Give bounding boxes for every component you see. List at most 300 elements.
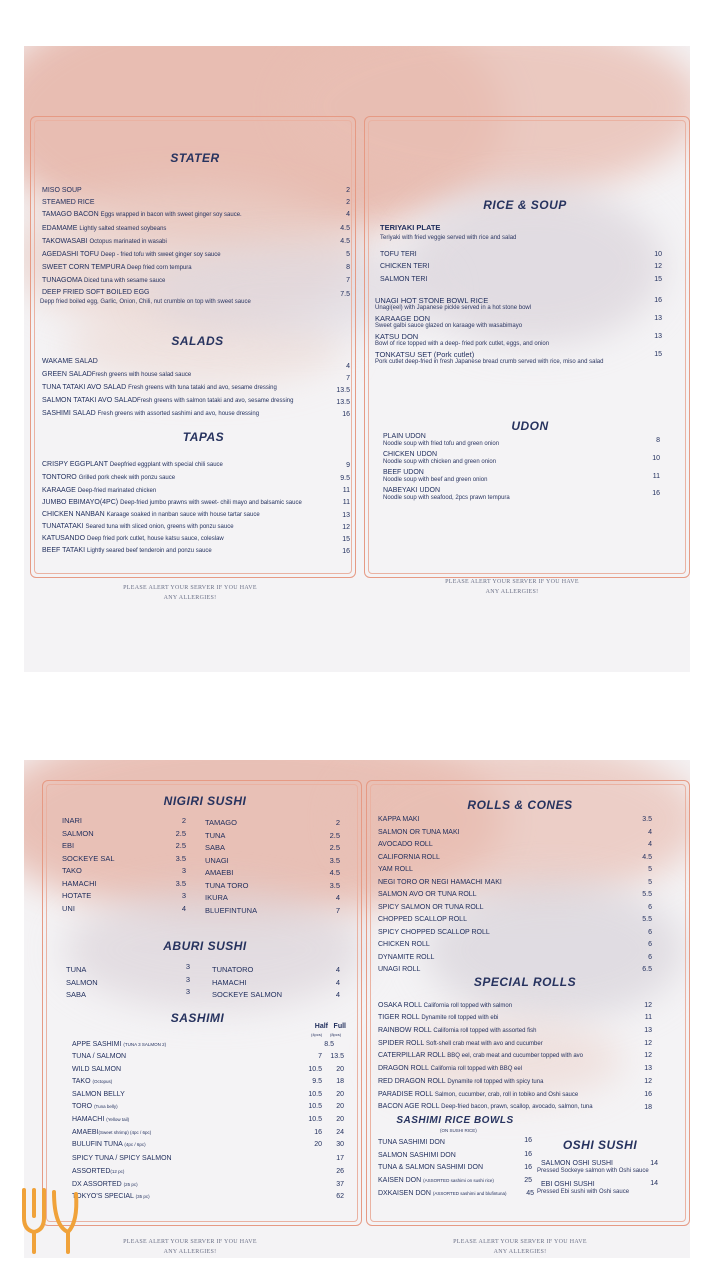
item-half-price: 16 xyxy=(314,1129,322,1136)
list-item xyxy=(42,237,167,247)
stater-title: STATER xyxy=(170,151,220,165)
item-desc: Diced tuna with sesame sauce xyxy=(84,278,166,284)
list-item xyxy=(42,198,95,207)
item-note: (12 pc) xyxy=(110,1169,125,1174)
allergy-notice: PLEASE ALERT YOUR SERVER IF YOU HAVE ANY ALLERGIES! xyxy=(123,1239,257,1255)
item-price: 12 xyxy=(644,1040,652,1047)
item-note: (TUNA 3 SALMON 2) xyxy=(123,1042,167,1047)
list-item xyxy=(42,250,221,260)
item-name: TUNATATAKI xyxy=(42,523,84,530)
item-name: KARAAGE xyxy=(42,487,76,494)
item-price: 8 xyxy=(346,264,350,271)
item-desc: Unagi(eel) with Japanese pickle served in a hot stone bowl xyxy=(375,305,532,311)
item-note: (25 pc) xyxy=(123,1182,138,1187)
list-item: HAMACHI xyxy=(212,977,247,987)
nigiri-col1-names xyxy=(62,815,162,915)
item-full-price: 20 xyxy=(336,1116,344,1123)
list-item xyxy=(378,1090,578,1100)
item-price: 16 xyxy=(342,411,350,418)
item-desc: Fresh greens with salmon tataki and avo, sesame dressing xyxy=(137,398,294,404)
list-item xyxy=(541,1159,613,1168)
item-name: BEEF TATAKI xyxy=(42,547,86,554)
item-name: TOKYO'S SPECIAL xyxy=(72,1193,134,1200)
rice-bowls-title: SASHIMI RICE BOWLS xyxy=(396,1115,514,1126)
item-price: 12 xyxy=(644,1002,652,1009)
item-price: 13 xyxy=(644,1065,652,1072)
list-item xyxy=(378,1163,483,1172)
item-price: 12 xyxy=(644,1052,652,1059)
item-half-price: 10.5 xyxy=(308,1091,322,1098)
item-name: CHICKEN NANBAN xyxy=(42,511,105,518)
item-name: CATERPILLAR ROLL xyxy=(378,1052,446,1059)
list-item xyxy=(42,460,223,470)
list-item: SPICY SALMON OR TUNA ROLL xyxy=(378,903,484,911)
list-item xyxy=(42,486,156,496)
list-item xyxy=(42,263,192,273)
item-price: 2 xyxy=(181,816,186,825)
item-price: 7 xyxy=(346,375,350,382)
item-name: EBI OSHI SUSHI xyxy=(541,1181,595,1188)
list-item: UNAGI HOT STONE BOWL RICE xyxy=(375,296,489,305)
item-desc: Sweet galbi sauce glazed on karaage with wasabimayo xyxy=(375,323,523,329)
item-name: STEAMED RICE xyxy=(42,199,95,206)
item-name: JUMBO EBIMAYO(4PC) xyxy=(42,499,119,506)
nigiri-title: NIGIRI SUSHI xyxy=(163,794,247,808)
item-name: DEEP FRIED SOFT BOILED EGG xyxy=(42,289,150,296)
item-price: 4.5 xyxy=(340,238,350,245)
list-item xyxy=(42,186,82,195)
list-item: BEEF UDON xyxy=(383,469,424,476)
item-half-price: 7 xyxy=(318,1053,322,1060)
item-price: 3.5 xyxy=(329,880,340,890)
item-name: MISO SOUP xyxy=(42,187,82,194)
item-full-price: 20 xyxy=(336,1103,344,1110)
item-desc: Fresh greens with tuna tataki and avo, sesame dressing xyxy=(128,385,277,391)
item-price: 13 xyxy=(654,333,662,340)
item-note: (Octopus) xyxy=(92,1079,113,1084)
item-price: 5.5 xyxy=(642,916,652,923)
item-name: KAISEN DON xyxy=(378,1177,422,1184)
list-item xyxy=(72,1140,146,1149)
item-name: RED DRAGON ROLL xyxy=(378,1078,446,1085)
item-full-price: 13.5 xyxy=(330,1053,344,1060)
item-price: 6 xyxy=(648,953,652,961)
item-name: DX ASSORTED xyxy=(72,1181,122,1188)
item-name: AMAEBI xyxy=(72,1129,99,1136)
item-price: 14 xyxy=(650,1160,658,1167)
half-label: Half xyxy=(314,1023,328,1030)
item-name: TAKO xyxy=(72,1078,91,1085)
list-item: SALMON TERI xyxy=(380,276,428,283)
item-name: BULUFIN TUNA xyxy=(72,1141,123,1148)
item-name: TUNAGOMA xyxy=(42,277,83,284)
teriyaki-desc: Teriyaki with fried veggie served with rice and salad xyxy=(380,235,517,241)
list-item xyxy=(42,510,260,520)
item-desc: Noodle soup with beef and green onion xyxy=(383,477,488,483)
item-note: (Tuna belly) xyxy=(94,1104,118,1109)
list-item xyxy=(72,1128,151,1137)
list-item: SALMON OR TUNA MAKI xyxy=(378,828,460,836)
item-desc: Noodle soup with chicken and green onion xyxy=(383,459,497,465)
list-item xyxy=(378,1189,507,1198)
item-name: GREEN SALAD xyxy=(42,371,92,378)
item-name: KATUSANDO xyxy=(42,535,86,542)
item-desc: Karaage soaked in nanban sauce with house tartar sauce xyxy=(106,512,260,518)
list-item: AVOCADO ROLL xyxy=(378,841,433,848)
list-item: NEGI TORO OR NEGI HAMACHI MAKI xyxy=(378,878,502,886)
item-name: SWEET CORN TEMPURA xyxy=(42,264,125,271)
list-item: CHICKEN TERI xyxy=(380,263,430,270)
item-note: (35 pc) xyxy=(135,1194,150,1199)
item-price: 2 xyxy=(346,199,350,206)
rice-bowls-subtitle: (ON SUSHI RICE) xyxy=(440,1128,477,1133)
item-price: 13 xyxy=(654,315,662,322)
item-full-price: 20 xyxy=(336,1066,344,1073)
list-item xyxy=(42,383,277,393)
item-price: 4 xyxy=(346,211,350,218)
item-price: 3 xyxy=(185,962,190,971)
item-price: 13.5 xyxy=(336,399,350,406)
item-half-price: 10.5 xyxy=(308,1116,322,1123)
half-sub: (4pcs) xyxy=(311,1032,323,1037)
item-price: 4.5 xyxy=(340,225,350,232)
list-item xyxy=(42,546,212,556)
tapas-title: TAPAS xyxy=(182,430,225,444)
list-item xyxy=(42,396,293,406)
item-name: SPIDER ROLL xyxy=(378,1040,425,1047)
item-price: 3.5 xyxy=(175,878,186,888)
item-desc: California roll topped with salmon xyxy=(423,1003,513,1009)
item-desc: California roll topped with assorted fish xyxy=(433,1028,537,1034)
list-item xyxy=(42,473,175,483)
item-price: 11 xyxy=(342,487,350,494)
item-price: 7 xyxy=(335,905,340,915)
full-sub: (8pcs) xyxy=(330,1032,342,1037)
item-price: 18 xyxy=(644,1104,652,1111)
item-name: RAINBOW ROLL xyxy=(378,1027,432,1034)
list-item: YAM ROLL xyxy=(378,866,413,873)
list-item: IKURA xyxy=(205,893,228,902)
item-desc: Fresh greens with house salad sauce xyxy=(91,372,192,378)
item-desc: Salmon, cucumber, crab, roll in tobiko and Oshi sauce xyxy=(434,1092,579,1098)
list-item: TUNA TORO xyxy=(205,880,249,890)
item-price: 15 xyxy=(654,276,662,283)
list-item: SPICY CHOPPED SCALLOP ROLL xyxy=(378,928,490,936)
item-name: SASHIMI SALAD xyxy=(42,410,96,417)
item-price: 16 xyxy=(342,548,350,555)
item-name: TUNA SASHIMI DON xyxy=(378,1139,445,1146)
list-item xyxy=(72,1065,121,1074)
list-item: TUNA xyxy=(66,965,87,974)
item-price: 12 xyxy=(342,524,350,531)
list-item xyxy=(72,1167,124,1176)
item-name: BACON AGE ROLL xyxy=(378,1103,440,1110)
item-price: 13 xyxy=(644,1027,652,1034)
list-item xyxy=(42,276,165,286)
item-desc: Eggs wrapped in bacon with sweet ginger soy sauce. xyxy=(100,212,242,218)
item-note: (ASSORTED sashimi on sushi rice) xyxy=(423,1178,494,1183)
aburi-col2-prices xyxy=(320,964,340,1002)
item-desc: Pork cutlet deep-fried in fresh Japanese bread crumb served with rice, miso and salad xyxy=(375,359,604,365)
fork-logo-icon xyxy=(18,1186,82,1256)
item-price: 3.5 xyxy=(175,853,186,863)
item-name: DXKAISEN DON xyxy=(378,1190,431,1197)
item-price: 2.5 xyxy=(329,830,340,840)
list-item xyxy=(42,210,242,220)
item-desc: Depp fried boiled egg, Garlic, Onion, Chili, nut crumble on top with sweet sauce xyxy=(40,299,251,305)
list-item xyxy=(378,1102,593,1112)
item-price: 11 xyxy=(652,473,660,480)
item-desc: Lightly salted steamed soybeans xyxy=(79,226,167,232)
item-desc: Grilled pork cheek with ponzu sauce xyxy=(78,475,176,481)
list-item: SALMON xyxy=(66,977,98,987)
item-half-price: 9.5 xyxy=(312,1078,322,1085)
list-item: CHICKEN UDON xyxy=(383,451,438,458)
item-name: TIGER ROLL xyxy=(378,1014,420,1021)
list-item: SALMON AVO OR TUNA ROLL xyxy=(378,891,477,898)
list-item: HAMACHI xyxy=(62,878,97,888)
item-desc: Deep - fried tofu with sweet ginger soy sauce xyxy=(100,252,221,258)
item-full-price: 20 xyxy=(336,1091,344,1098)
item-name: TAKOWASABI xyxy=(42,238,88,245)
item-price: 4.5 xyxy=(642,853,652,861)
item-name: PARADISE ROLL xyxy=(378,1091,433,1098)
item-price: 12 xyxy=(644,1078,652,1085)
list-item xyxy=(378,1138,445,1147)
list-item: UNAGI xyxy=(205,855,229,865)
item-note: (ASSORTED sashimi and blufintuna) xyxy=(432,1191,507,1196)
list-item: CALIFORNIA ROLL xyxy=(378,853,440,861)
item-full-price: 37 xyxy=(336,1181,344,1188)
list-item xyxy=(72,1090,125,1099)
list-item xyxy=(72,1154,172,1163)
item-full-price: 62 xyxy=(336,1193,344,1200)
list-item: UNI xyxy=(62,903,75,913)
rice-soup-title: RICE & SOUP xyxy=(483,198,567,212)
list-item xyxy=(42,534,224,544)
item-desc: Bowl of rice topped with a deep- fried pork cutlet, eggs, and onion xyxy=(375,341,550,347)
list-item xyxy=(378,1013,498,1023)
item-name: HAMACHI xyxy=(72,1116,105,1123)
item-price: 6 xyxy=(648,903,652,911)
full-label: Full xyxy=(333,1023,346,1030)
list-item xyxy=(541,1180,595,1189)
item-desc: Pressed Ebi sushi with Oshi sauce xyxy=(537,1189,630,1195)
item-price: 2 xyxy=(346,187,350,194)
item-desc: Dynamite roll topped with spicy tuna xyxy=(447,1079,544,1085)
list-item: BLUEFINTUNA xyxy=(205,905,258,915)
allergy-notice: PLEASE ALERT YOUR SERVER IF YOU HAVE ANY ALLERGIES! xyxy=(453,1239,587,1255)
list-item xyxy=(378,1077,543,1087)
item-full-price: 24 xyxy=(336,1129,344,1136)
list-item: DYNAMITE ROLL xyxy=(378,953,435,961)
item-name: SPICY TUNA / SPICY SALMON xyxy=(72,1155,172,1162)
item-price: 2 xyxy=(335,818,340,827)
item-price: 7.5 xyxy=(340,291,350,298)
allergy-notice: PLEASE ALERT YOUR SERVER IF YOU HAVE ANY ALLERGIES! xyxy=(123,585,257,601)
item-price: 3 xyxy=(181,866,186,875)
item-desc: Deepfried eggplant with special chili sauce xyxy=(109,462,223,468)
item-price: 13 xyxy=(342,512,350,519)
item-desc: Deep-fried bacon, prawn, scallop, avocado, salmon, tuna xyxy=(441,1104,593,1110)
allergy-notice: PLEASE ALERT YOUR SERVER IF YOU HAVE ANY ALLERGIES! xyxy=(445,579,579,595)
list-item xyxy=(72,1115,129,1124)
item-full-price: 17 xyxy=(336,1155,344,1162)
list-item xyxy=(72,1077,112,1086)
salads-title: SALADS xyxy=(171,334,224,348)
list-item: CHICKEN ROLL xyxy=(378,941,430,948)
item-name: SALMON BELLY xyxy=(72,1091,125,1098)
item-name: APPE SASHIMI xyxy=(72,1041,122,1048)
item-name: CRISPY EGGPLANT xyxy=(42,461,108,468)
list-item: CHOPPED SCALLOP ROLL xyxy=(378,916,467,923)
list-item xyxy=(42,370,191,380)
list-item: TUNATORO xyxy=(212,965,254,974)
item-price: 4.5 xyxy=(329,868,340,877)
list-item xyxy=(378,1176,494,1185)
item-price: 4 xyxy=(335,977,340,987)
item-price: 5.5 xyxy=(642,891,652,898)
item-price: 11 xyxy=(342,499,350,506)
item-price: 11 xyxy=(644,1014,652,1021)
item-desc: Soft-shell crab meat with avo and cucumber xyxy=(426,1041,543,1047)
item-price: 16 xyxy=(524,1137,532,1144)
item-price: 4 xyxy=(335,965,340,974)
item-price: 3 xyxy=(181,891,186,900)
list-item: TOFU TERI xyxy=(380,251,417,258)
item-half-price: 20 xyxy=(314,1141,322,1148)
list-item xyxy=(42,522,234,532)
item-price: 15 xyxy=(342,536,350,543)
item-price: 13.5 xyxy=(336,387,350,394)
item-price: 14 xyxy=(650,1180,658,1187)
item-price: 2.5 xyxy=(175,828,186,838)
list-item xyxy=(42,357,98,366)
item-price: 4 xyxy=(346,363,350,370)
item-price: 10 xyxy=(654,251,662,258)
list-item: AMAEBI xyxy=(205,868,234,877)
item-full-price: 26 xyxy=(336,1168,344,1175)
item-name: SALMON SASHIMI DON xyxy=(378,1152,456,1159)
item-note: (Sweet shrimp) (4pc / 6pc) xyxy=(98,1130,152,1135)
aburi-col1-names xyxy=(66,964,166,1002)
item-name: TORO xyxy=(72,1103,93,1110)
item-desc: Fresh greens with assorted sashimi and avo, house dressing xyxy=(97,411,260,417)
list-item: KATSU DON xyxy=(375,332,419,341)
item-price: 45 xyxy=(526,1190,534,1197)
item-price: 5 xyxy=(346,251,350,258)
item-price: 4 xyxy=(181,903,186,913)
item-full-price: 18 xyxy=(336,1078,344,1085)
item-name: WILD SALMON xyxy=(72,1066,122,1073)
list-item: TUNA xyxy=(205,830,226,840)
list-item: NABEYAKI UDON xyxy=(383,487,441,494)
list-item xyxy=(378,1051,583,1061)
item-desc: Lightly seared beef tenderoin and ponzu sauce xyxy=(87,548,212,554)
item-desc: California roll topped with BBQ eel xyxy=(430,1066,523,1072)
aburi-col1-prices xyxy=(170,961,190,999)
list-item xyxy=(378,1001,512,1011)
item-desc: Pressed Sockeye salmon with Oshi sauce xyxy=(537,1168,649,1174)
list-item: HOTATE xyxy=(62,891,92,900)
item-half-price: 10.5 xyxy=(308,1066,322,1073)
item-name: TONTORO xyxy=(42,474,77,481)
item-price: 7 xyxy=(346,277,350,284)
item-price: 16 xyxy=(524,1164,532,1171)
item-price: 6 xyxy=(648,941,652,948)
item-price: 2.5 xyxy=(175,841,186,850)
list-item xyxy=(378,1151,456,1160)
item-price: 16 xyxy=(644,1091,652,1098)
item-price: 6 xyxy=(648,928,652,936)
list-item: KAPPA MAKI xyxy=(378,816,420,823)
list-item xyxy=(42,224,166,234)
rolls-prices xyxy=(626,814,652,977)
nigiri-col2-prices xyxy=(314,817,340,917)
list-item: SABA xyxy=(66,990,87,999)
teriyaki-title: TERIYAKI PLATE xyxy=(380,223,441,232)
item-full-price: 8.5 xyxy=(324,1041,334,1048)
nigiri-col1-prices xyxy=(160,815,186,915)
item-desc: Octopus marinated in wasabi xyxy=(89,239,167,245)
item-name: WAKAME SALAD xyxy=(42,358,98,365)
item-desc: Noodle soup with fried tofu and green onion xyxy=(383,441,500,447)
list-item: INARI xyxy=(62,816,83,825)
list-item xyxy=(72,1052,126,1061)
list-item: SALMON xyxy=(62,828,94,838)
item-name: OSAKA ROLL xyxy=(378,1002,422,1009)
item-price: 5 xyxy=(648,866,652,873)
item-name: EDAMAME xyxy=(42,225,78,232)
list-item: KARAAGE DON xyxy=(375,314,431,323)
item-name: SALMON OSHI SUSHI xyxy=(541,1160,613,1167)
list-item: SABA xyxy=(205,843,226,852)
item-desc: Deep-fried jumbo prawns with sweet- chili mayo and balsamic sauce xyxy=(120,500,302,506)
item-price: 5 xyxy=(648,878,652,886)
item-price: 3.5 xyxy=(329,855,340,865)
item-name: SALMON TATAKI AVO SALAD xyxy=(42,397,138,404)
item-price: 9 xyxy=(346,462,350,469)
item-name: TAMAGO BACON xyxy=(42,211,99,218)
item-desc: Deep fried pork cutlet, house katsu sauce, coleslaw xyxy=(87,536,224,542)
list-item xyxy=(378,1064,522,1074)
item-price: 16 xyxy=(652,490,660,497)
item-price: 9.5 xyxy=(340,475,350,482)
aburi-title: ABURI SUSHI xyxy=(163,939,247,953)
item-price: 15 xyxy=(654,351,662,358)
item-price: 16 xyxy=(524,1151,532,1158)
nigiri-col2-names xyxy=(205,817,305,917)
item-name: TUNA / SALMON xyxy=(72,1053,127,1060)
item-note: (4pc / 6pc) xyxy=(124,1142,146,1147)
item-price: 25 xyxy=(524,1177,532,1184)
aburi-col2-names xyxy=(212,964,322,1002)
item-price: 4 xyxy=(648,828,652,836)
list-item xyxy=(72,1040,166,1049)
oshi-title: OSHI SUSHI xyxy=(562,1138,638,1152)
item-price: 10 xyxy=(652,455,660,462)
item-desc: Deep fried corn tempura xyxy=(126,265,192,271)
list-item: SOCKEYE SAL xyxy=(62,853,115,863)
list-item xyxy=(42,498,302,508)
item-price: 6.5 xyxy=(642,966,652,973)
item-desc: BBQ eel, crab meat and cucumber topped with avo xyxy=(447,1053,584,1059)
item-desc: Deep-fried marinated chicken xyxy=(77,488,157,494)
item-price: 3 xyxy=(185,974,190,984)
list-item: SOCKEYE SALMON xyxy=(212,990,283,999)
item-price: 3.5 xyxy=(642,816,652,823)
list-item xyxy=(42,288,150,297)
